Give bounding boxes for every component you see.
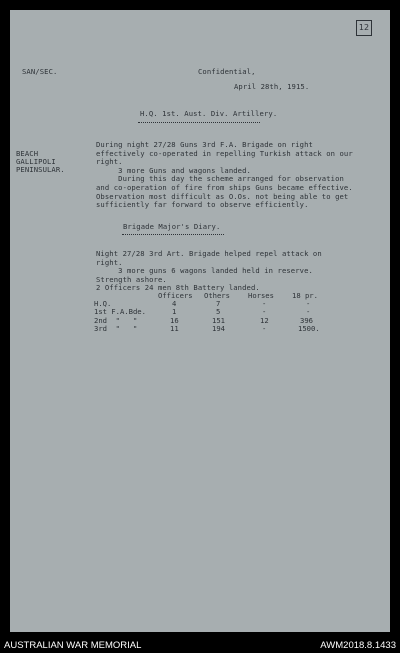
table-cell: - [262, 307, 267, 317]
table-cell: - [306, 307, 311, 317]
table-cell: H.Q. [94, 299, 112, 309]
table-cell: - [262, 323, 267, 333]
table-header: Others [204, 291, 230, 300]
table-cell: 2nd " " [94, 315, 138, 325]
table-cell: 5 [216, 307, 221, 317]
table-cell: 12 [260, 315, 269, 325]
paragraph-guns-landed: During night 27/28 Guns 3rd F.A. Brigade on right effectively co-operated in repelling Turkish attack on our right. 3 more Guns and wagons landed. During this day the scheme arranged for observation and co-operation of fire from ships Guns became effective. Observation most difficult as O.Os. not being able to get sufficiently far forward to observe efficiently. [96, 140, 353, 210]
footer-institution: AUSTRALIAN WAR MEMORIAL [4, 640, 142, 651]
table-header-row [94, 292, 332, 300]
paragraph-diary: Night 27/28 3rd Art. Brigade helped repel attack on right. 3 more guns 6 wagons landed held in reserve. Strength ashore. 2 Officers 24 men 8th Battery landed. [96, 249, 322, 293]
table-cell: 3rd " " [94, 323, 138, 333]
footer-bar [0, 636, 400, 653]
table-cell: 396 [300, 315, 313, 325]
table-header: 18 pr. [292, 291, 318, 300]
table-cell: 11 [170, 323, 179, 333]
footer-catalogue-id: AWM2018.8.1433 [320, 640, 396, 651]
table-cell: 16 [170, 315, 179, 325]
table-cell: 1 [172, 307, 177, 317]
table-cell: 7 [216, 299, 221, 309]
table-cell: 151 [212, 315, 225, 325]
table-cell: - [262, 299, 267, 309]
table-row [94, 325, 332, 333]
diary-rule [122, 234, 224, 235]
location-label-2: GALLIPOLI [16, 157, 56, 166]
document-sheet [10, 10, 390, 632]
location-label-1: BEACH [16, 149, 39, 158]
file-reference: SAN/SEC. [22, 67, 58, 76]
table-header: Officers [158, 291, 193, 300]
document-heading: H.Q. 1st. Aust. Div. Artillery. [140, 109, 278, 118]
strength-table [94, 292, 332, 333]
table-header: Horses [248, 291, 274, 300]
page-number: 12 [356, 20, 372, 36]
classification: Confidential, [198, 67, 256, 76]
table-cell: 1500. [298, 323, 320, 333]
document-date: April 28th, 1915. [234, 82, 310, 91]
table-cell: 194 [212, 323, 225, 333]
table-cell: 4 [172, 299, 177, 309]
heading-rule [138, 122, 260, 123]
location-label-3: PENINSULAR. [16, 165, 65, 174]
table-cell: - [306, 299, 311, 309]
diary-title: Brigade Major's Diary. [123, 222, 221, 231]
table-cell: 1st F.A.Bde. [94, 307, 146, 317]
